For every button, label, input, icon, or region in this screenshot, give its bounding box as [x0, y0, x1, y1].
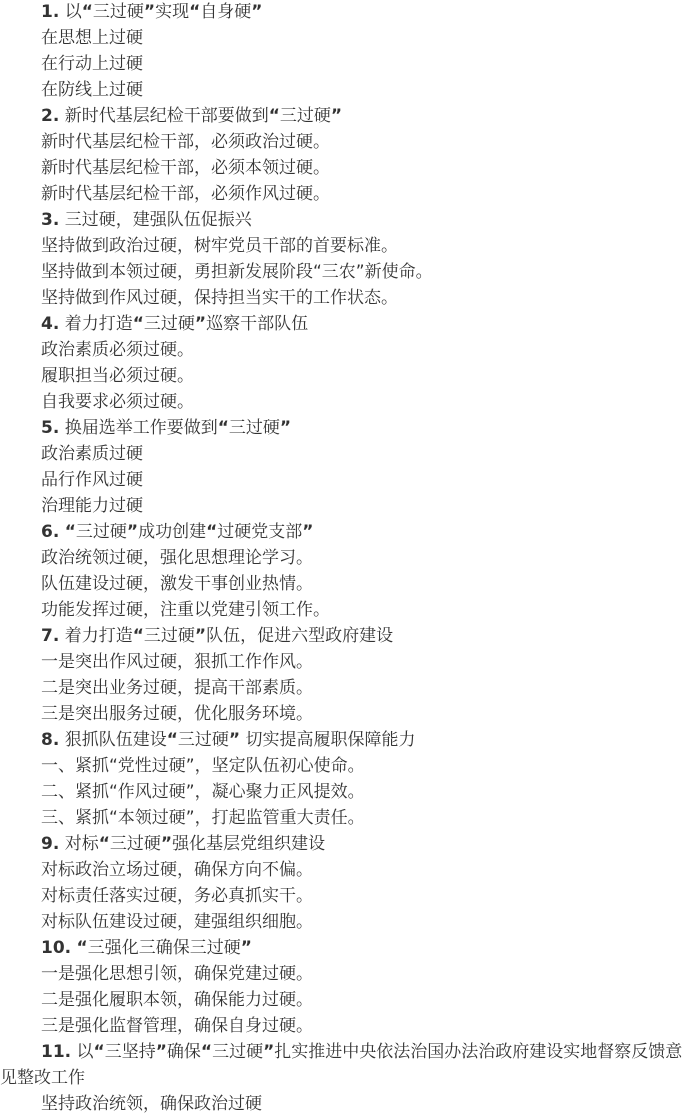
section-item: 坚持做到作风过硬，保持担当实干的工作状态。 [41, 288, 398, 308]
section-number: 5. [41, 418, 60, 438]
section-item: 在思想上过硬 [41, 28, 143, 48]
section-heading [0, 519, 693, 545]
section-item: 政治素质过硬 [41, 444, 143, 464]
section-item: 治理能力过硬 [41, 496, 143, 516]
section-item: 新时代基层纪检干部，必须作风过硬。 [41, 184, 330, 204]
section-title: 着力打造“三过硬”队伍，促进六型政府建设 [64, 626, 394, 646]
section-heading [0, 1039, 693, 1091]
section-title: 新时代基层纪检干部要做到“三过硬” [64, 106, 343, 126]
section-item: 新时代基层纪检干部，必须本领过硬。 [41, 158, 330, 178]
section-number: 10. [41, 938, 72, 958]
section-heading [0, 0, 693, 25]
section-title: 着力打造“三过硬”巡察干部队伍 [64, 314, 309, 334]
section-item: 二、紧抓“作风过硬”，凝心聚力正风提效。 [41, 782, 365, 802]
section-title: “三过硬”成功创建“过硬党支部” [64, 522, 314, 542]
section-item: 三是强化监督管理，确保自身过硬。 [41, 1016, 313, 1036]
section-item: 二是强化履职本领，确保能力过硬。 [41, 990, 313, 1010]
section-item: 二是突出业务过硬，提高干部素质。 [41, 678, 313, 698]
section-number: 2. [41, 106, 60, 126]
section-item: 在行动上过硬 [41, 54, 143, 74]
section-item: 三是突出服务过硬，优化服务环境。 [41, 704, 313, 724]
section-number: 6. [41, 522, 60, 542]
section-title: 三过硬，建强队伍促振兴 [64, 210, 252, 230]
section-heading [0, 207, 693, 233]
section-item: 自我要求必须过硬。 [41, 392, 194, 412]
section-title: 对标“三过硬”强化基层党组织建设 [64, 834, 326, 854]
section-item: 在防线上过硬 [41, 80, 143, 100]
section-item: 三、紧抓“本领过硬”，打起监管重大责任。 [41, 808, 365, 828]
section-item: 一是突出作风过硬，狠抓工作作风。 [41, 652, 313, 672]
section-item: 一、紧抓“党性过硬”，坚定队伍初心使命。 [41, 756, 365, 776]
section-item: 对标政治立场过硬，确保方向不偏。 [41, 860, 313, 880]
section-number: 9. [41, 834, 60, 854]
section-title: “三强化三确保三过硬” [76, 938, 252, 958]
section-item: 一是强化思想引领，确保党建过硬。 [41, 964, 313, 984]
section-title: 以“三坚持”确保“三过硬”扎实推进中央依法治国办法治政府建设实地督察反馈意见整改工作 [0, 1042, 683, 1088]
section-item: 坚持做到本领过硬，勇担新发展阶段“三农”新使命。 [41, 262, 433, 282]
section-item: 履职担当必须过硬。 [41, 366, 194, 386]
section-heading [0, 831, 693, 857]
section-number: 7. [41, 626, 60, 646]
section-heading [0, 727, 693, 753]
section-number: 11. [41, 1042, 72, 1062]
section-heading [0, 415, 693, 441]
section-title: 狠抓队伍建设“三过硬” 切实提高履职保障能力 [64, 730, 416, 750]
section-number: 3. [41, 210, 60, 230]
section-heading [0, 311, 693, 337]
section-number: 1. [41, 2, 60, 22]
section-number: 4. [41, 314, 60, 334]
section-item: 政治素质必须过硬。 [41, 340, 194, 360]
section-title: 以“三过硬”实现“自身硬” [64, 2, 263, 22]
section-number: 8. [41, 730, 60, 750]
section-item: 队伍建设过硬，激发干事创业热情。 [41, 574, 313, 594]
section-item: 对标队伍建设过硬，建强组织细胞。 [41, 912, 313, 932]
section-item: 坚持政治统领，确保政治过硬 [41, 1094, 262, 1114]
section-item: 对标责任落实过硬，务必真抓实干。 [41, 886, 313, 906]
section-item: 功能发挥过硬，注重以党建引领工作。 [41, 600, 330, 620]
section-item: 品行作风过硬 [41, 470, 143, 490]
section-item: 政治统领过硬，强化思想理论学习。 [41, 548, 313, 568]
section-title: 换届选举工作要做到“三过硬” [64, 418, 292, 438]
section-item: 坚持做到政治过硬，树牢党员干部的首要标准。 [41, 236, 398, 256]
section-heading [0, 935, 693, 961]
section-heading [0, 103, 693, 129]
section-item: 新时代基层纪检干部，必须政治过硬。 [41, 132, 330, 152]
section-heading [0, 623, 693, 649]
